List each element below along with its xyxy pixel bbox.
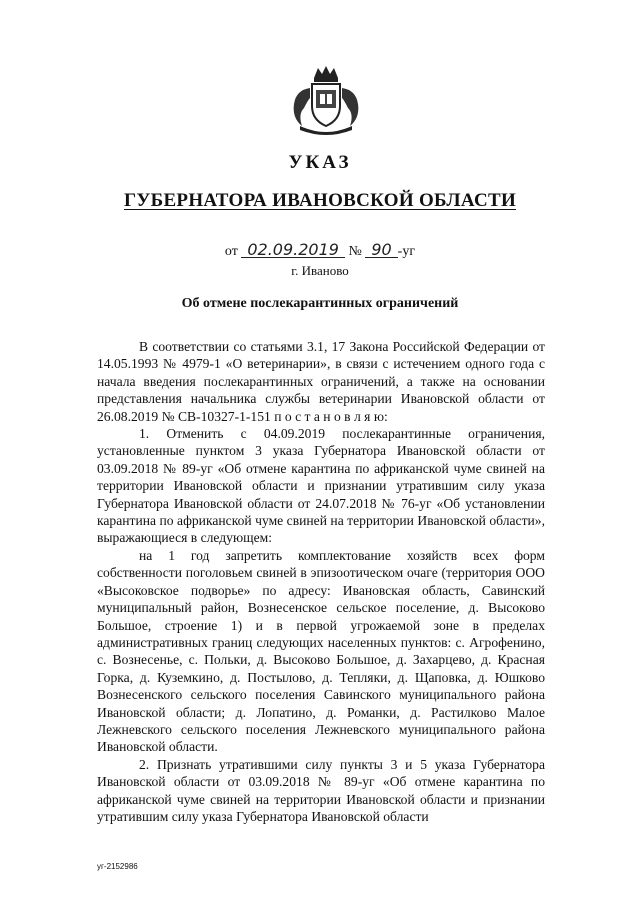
handwritten-date: 02.09.2019 xyxy=(241,242,345,258)
city-name: г. Иваново xyxy=(291,263,349,278)
paragraph-item-1: 1. Отменить с 04.09.2019 послекарантинные ограничения, установленные пунктом 3 указа Губернатора Ивановской области от 03.09.2018 № 89-уг «Об отмене карантина по африканской чуме свиней на территории Ивановской области и признании утратившим силу указа Губернатора Ивановской области от 24.07.2018 № 76-уг «Об установлении карантина по африканской чуме свиней на территории Ивановской области», выражающиеся в следующем: xyxy=(97,426,545,546)
date-prefix: от xyxy=(224,244,238,259)
paragraph-preamble: В соответствии со статьями 3.1, 17 Закона Российской Федерации от 14.05.1993 № 4979-1 «О ветеринарии», в связи с истечением одного года с начала введения послекарантинных ограничений, а также на основании представления начальника службы ветеринарии Ивановской области от 26.08.2019 № СВ-10327-1-151 п о с т а н о в л я ю: xyxy=(97,339,545,424)
document-body xyxy=(97,338,545,825)
number-prefix: № xyxy=(348,244,362,259)
date-number-line xyxy=(0,242,640,260)
document-subject: Об отмене послекарантинных ограничений xyxy=(181,296,459,311)
document-title: УКАЗ xyxy=(288,152,352,173)
footer-code: уг-2152986 xyxy=(97,862,138,871)
number-suffix: -уг xyxy=(397,244,416,259)
handwritten-number: 90 xyxy=(365,242,397,258)
coat-of-arms-emblem xyxy=(288,64,364,136)
document-subtitle: ГУБЕРНАТОРА ИВАНОВСКОЙ ОБЛАСТИ xyxy=(123,190,517,211)
paragraph-item-2: 2. Признать утратившими силу пункты 3 и 5 указа Губернатора Ивановской области от 03.09.2018 № 89-уг «Об отмене карантина по африканской чуме свиней на территории Ивановской области и признании утратившим силу указа Губернатора Ивановской области xyxy=(97,756,545,824)
paragraph-restrictions: на 1 год запретить комплектование хозяйств всех форм собственности поголовьем свиней в эпизоотическом очаге (территория ООО «Высоковское подворье» по адресу: Ивановская область, Савинский муниципальный район, Вознесенское сельское поселение, д. Высоково Большое, строение 1) и в первой угрожаемой зоне в пределах административных границ следующих населенных пунктов: с. Агрофенино, с. Вознесенье, с. Польки, д. Высоково Большое, д. Захарцево, д. Красная Горка, д. Куземкино, д. Постылово, д. Тепляки, д. Щаповка, д. Юшково Вознесенского сельского поселения Савинского муниципального района Ивановской области; д. Лопатино, д. Романки, д. Растилково Малое Лежневского сельского поселения Лежневского муниципального района Ивановской области. xyxy=(97,547,545,755)
